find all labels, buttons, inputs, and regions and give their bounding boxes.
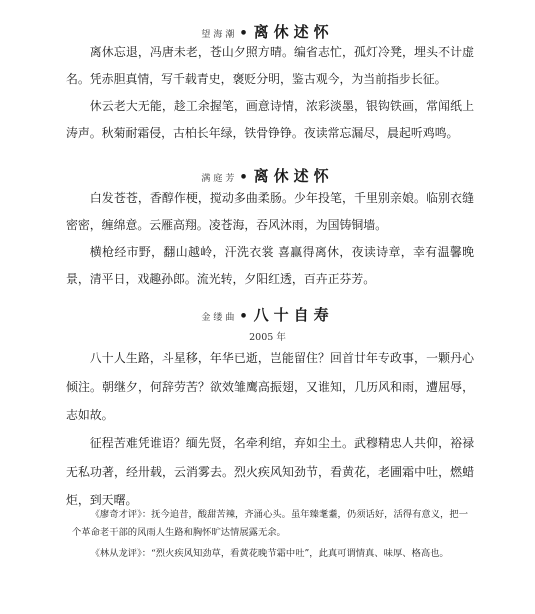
poem-2-title: 离休述怀 [253,167,334,185]
comment-liao: 《廖奇才评》：抚今追昔，酸甜苦辣，齐涌心头。虽年臻耄耋，仍须话好，活得有意义，把一个革命老干部的风雨人生路和胸怀旷达情展露无余。 [72,509,468,538]
poem-1-paragraph-1: 离休忘退，冯唐未老，苍山夕照方晴。编省志忙，孤灯冷凳，埋头不计虚名。凭赤胆真情，写千载青史，褒贬分明，鉴古观今，为当前指步长征。 [66,45,474,86]
poem-2-tune: 满庭芳 [201,174,238,184]
bullet-dot: • [239,309,248,324]
poem-3-title: 八十自寿 [253,306,334,324]
poem-3-heading [0,304,535,325]
poem-2-heading [0,165,535,186]
bullet-dot: • [239,26,248,41]
poem-3-paragraph-1: 八十人生路，斗星移，年华已逝，岂能留住？回首廿年专政事，一颗丹心倾注。朝继夕，何辞劳苦？欲效雏鹰高振翅，又谁知，几历风和雨，遭屈辱，志如故。 [66,351,474,422]
poem-3-date: 2005 年 [249,332,286,343]
bullet-dot: • [239,170,248,185]
poem-1-paragraph-2: 休云老大无能，趁工余握笔，画意诗情，浓彩淡墨，银钩铁画，常闻纸上涛声。秋菊耐霜侵，古柏长年绿，铁骨铮铮。夜读常忘漏尽，晨起听鸡鸣。 [66,99,474,140]
comment-lin: 《林从龙评》：“烈火疾风知劲草，看黄花晚节霜中吐”，此真可谓情真、味厚、格高也。 [90,548,449,559]
poem-2-paragraph-1: 白发苍苍，香醇作梗，搅动多曲柔肠。少年投笔，千里别亲娘。临别衣缝密密，缠绵意。云雁高翔。凌苍海，吞风沐雨，为国铸铜墙。 [66,191,474,232]
poem-1-title: 离休述怀 [253,23,334,41]
poem-1-tune: 望海潮 [201,30,238,40]
poem-2-paragraph-2: 横枪经市野，翻山越岭，汗洗衣裳 喜赢得离休，夜读诗章，幸有温馨晚景，清平日，戏趣孙郎。流光转，夕阳红透，百卉正芬芳。 [66,245,474,286]
poem-3-paragraph-2: 征程苦难凭谁语？缅先贤，名牵利绾，弃如尘土。武穆精忠人共仰，裕禄无私功著，经卅载，云消雾去。烈火疾风知劲节，看黄花，老圃霜中吐，燃蜡炬，到天曙。 [66,436,474,507]
poem-3-tune: 金缕曲 [201,313,238,323]
